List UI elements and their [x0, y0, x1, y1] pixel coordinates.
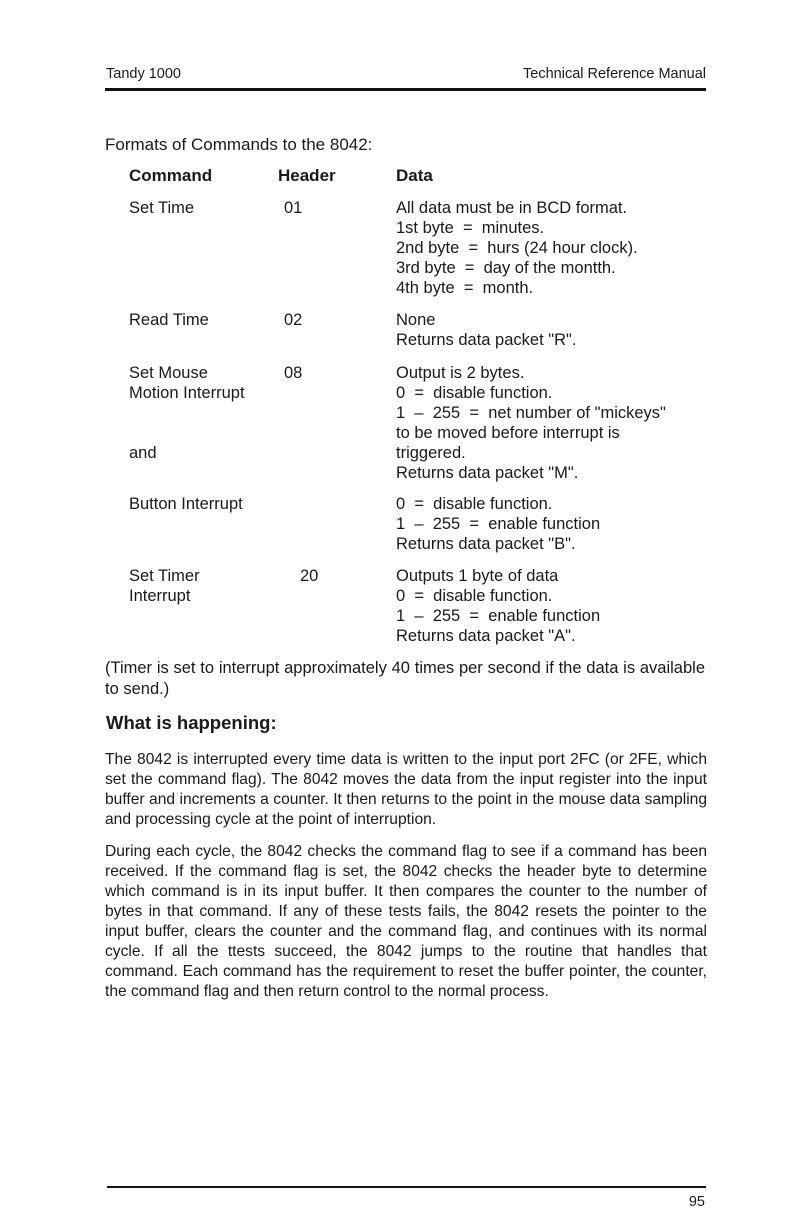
paragraph-1: The 8042 is interrupted every time data is written to the input port 2FC (or 2FE, which set the command flag). The 8042 moves the data from the input register into the input buffer and increments a counter. It then returns to the point in the mouse data sampling and processing cycle at the point of interruption. — [105, 751, 707, 828]
section-heading: What is happening: — [106, 712, 277, 733]
row-read-time-data: None Returns data packet "R". — [396, 311, 577, 349]
row-set-mouse-command: Set Mouse Motion Interrupt and — [129, 364, 245, 462]
paragraph-2: During each cycle, the 8042 checks the command flag to see if a command has been received. If the command flag is set, the 8042 checks the header byte to determine which command is in its input buffer. It then compares the counter to the number of bytes in that command. If any of these tests fails, the 8042 resets the pointer to the input buffer, clears the counter and the command flag, and continues with its normal cycle. If all the ttests succeed, the 8042 jumps to the routine that handles that command. Each command has the requirement to reset the buffer pointer, the counter, the command flag and then return control to the normal process. — [105, 843, 707, 1000]
row-set-timer-header: 20 — [300, 567, 319, 585]
running-header-manual: Technical Reference Manual — [523, 66, 706, 82]
running-header-title: Tandy 1000 — [106, 66, 181, 82]
row-read-time-command: Read Time — [129, 311, 209, 329]
row-set-timer-command: Set Timer Interrupt — [129, 567, 200, 605]
row-set-mouse-data: Output is 2 bytes. 0 = disable function. 1 – 255 = net number of "mickeys" to be moved before interrupt is triggered. Returns data packet "M". — [396, 364, 666, 482]
row-set-time-command: Set Time — [129, 199, 195, 217]
column-header-header: Header — [278, 166, 336, 185]
row-read-time-header: 02 — [284, 311, 303, 329]
footer-rule — [107, 1186, 706, 1188]
row-set-mouse-header: 08 — [284, 364, 303, 382]
row-set-time-header: 01 — [284, 199, 303, 217]
row-set-time-data: All data must be in BCD format. 1st byte = minutes. 2nd byte = hurs (24 hour clock). 3rd byte = day of the montth. 4th byte = month. — [396, 199, 638, 297]
row-set-timer-data: Outputs 1 byte of data 0 = disable function. 1 – 255 = enable function Returns data packet "A". — [396, 567, 601, 645]
row-button-interrupt-data: 0 = disable function. 1 – 255 = enable function Returns data packet "B". — [396, 495, 601, 553]
row-button-interrupt-command: Button Interrupt — [129, 495, 243, 513]
page-number: 95 — [688, 1194, 705, 1210]
intro-text: Formats of Commands to the 8042: — [105, 135, 373, 154]
column-header-data: Data — [396, 166, 433, 185]
header-rule — [105, 88, 706, 91]
timer-note: (Timer is set to interrupt approximately 40 times per second if the data is available to send.) — [105, 659, 705, 698]
column-header-command: Command — [129, 166, 213, 185]
